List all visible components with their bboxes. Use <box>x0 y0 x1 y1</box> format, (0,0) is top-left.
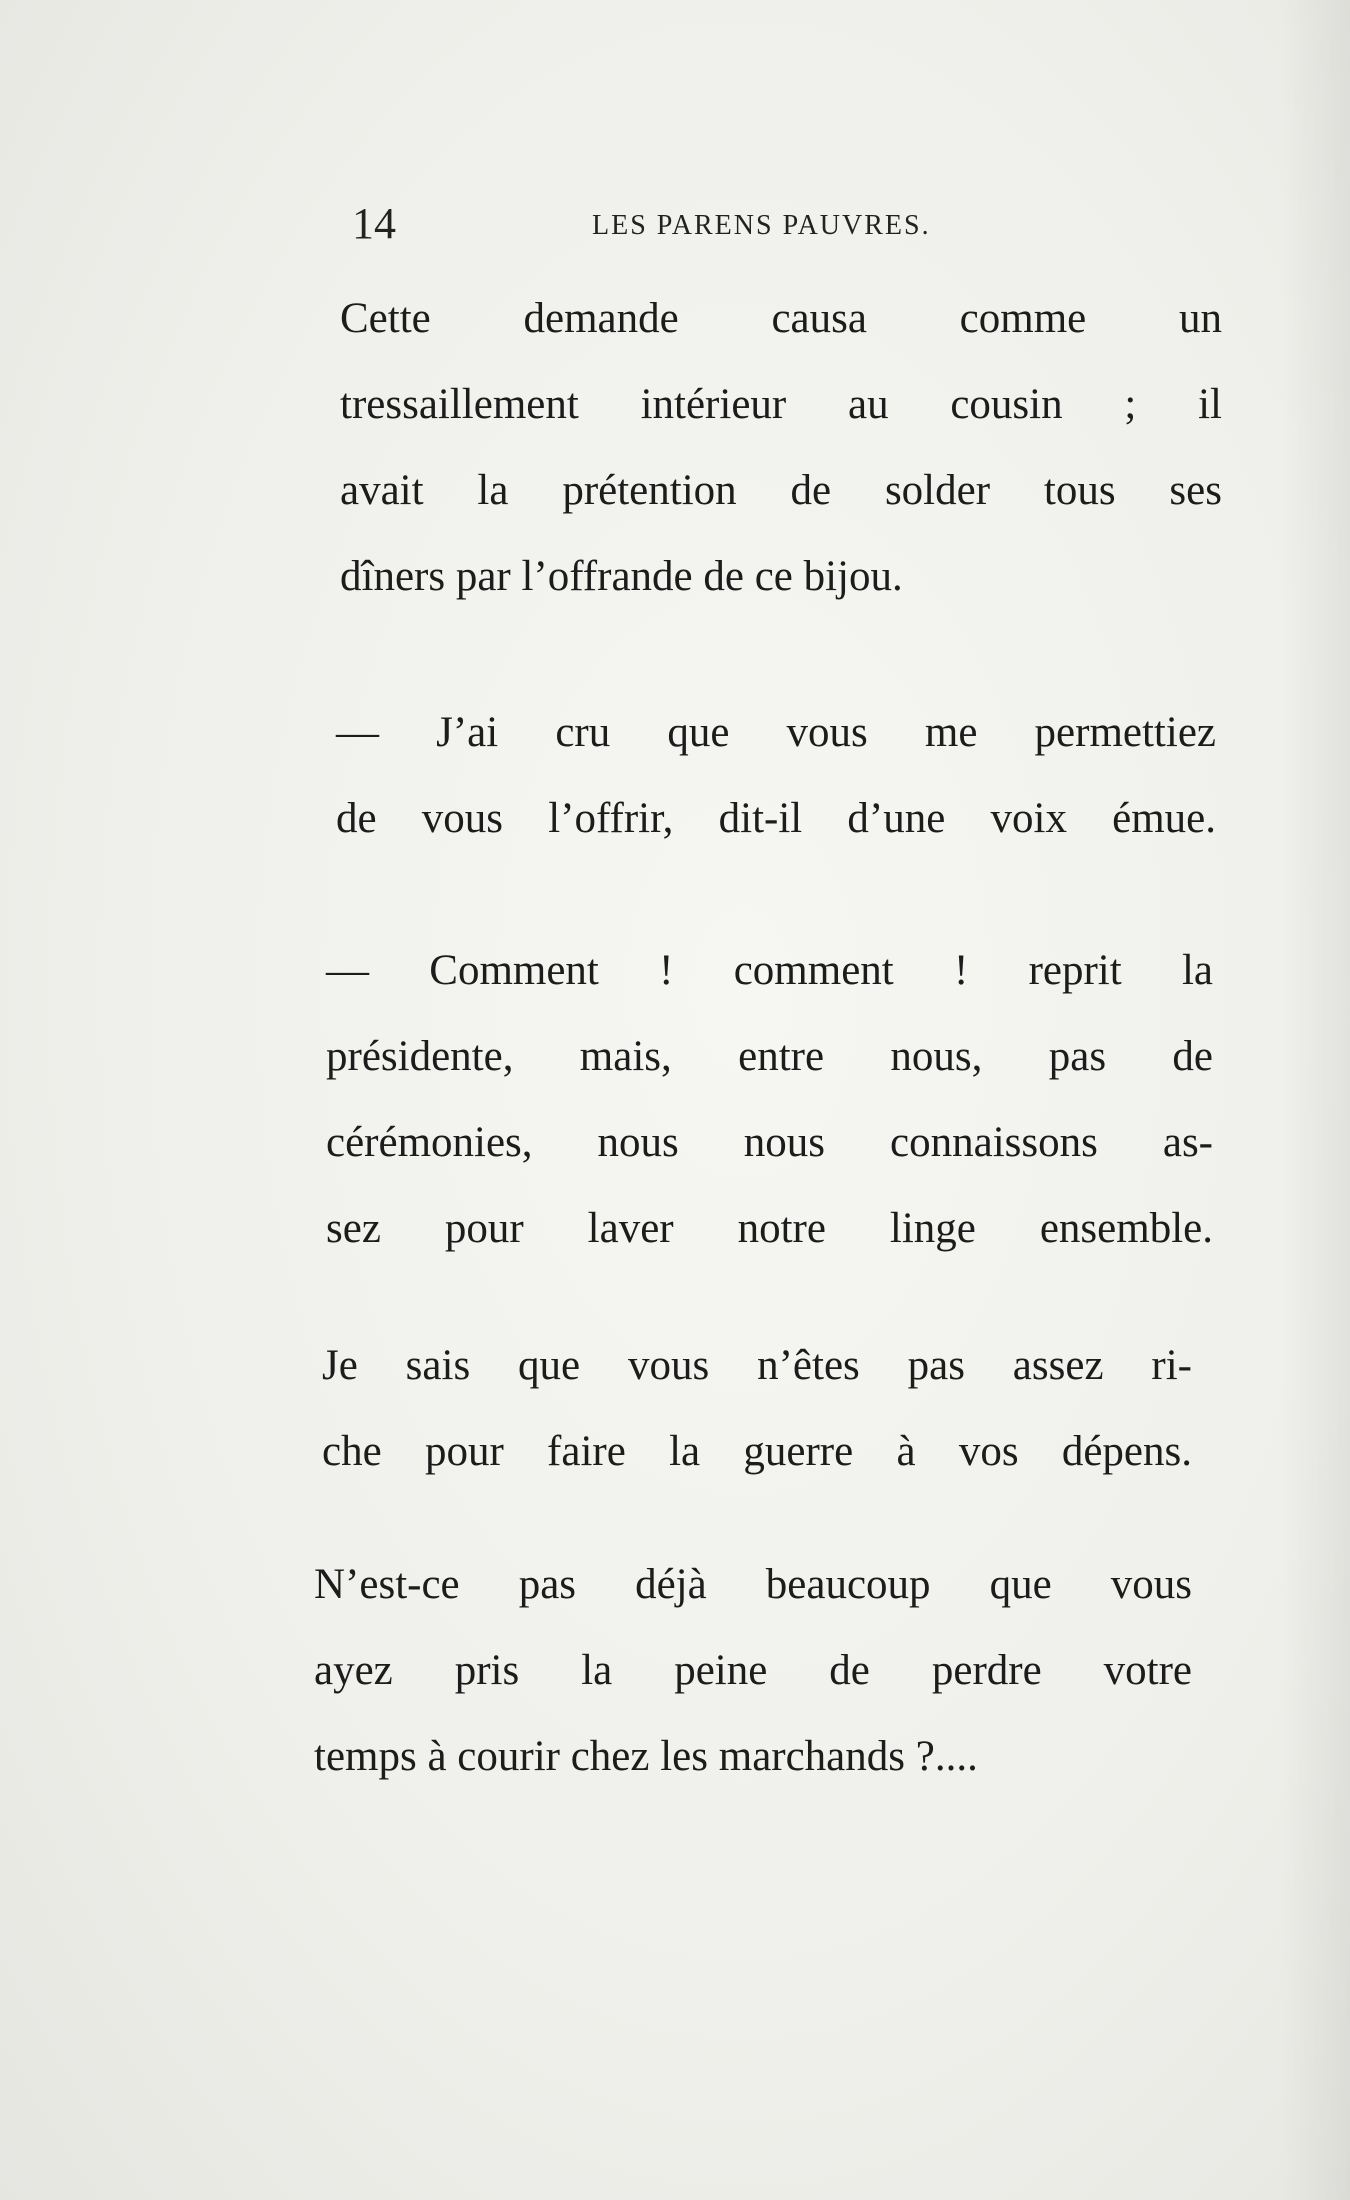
paragraph-2 <box>336 690 1216 862</box>
text-line: dîners par l’offrande de ce bijou. <box>340 553 903 600</box>
text-line: — Comment ! comment ! reprit la <box>326 947 1213 994</box>
text-line: sez pour laver notre linge ensemble. <box>326 1205 1213 1252</box>
text-line: ayez pris la peine de perdre votre <box>314 1647 1192 1694</box>
running-head: LES PARENS PAUVRES. <box>592 210 931 241</box>
paragraph-3 <box>326 928 1213 1272</box>
text-line: — J’ai cru que vous me permettiez <box>336 709 1216 756</box>
page-edge-shadow <box>1280 0 1350 2200</box>
paragraph-5 <box>314 1542 1192 1800</box>
page-number: 14 <box>352 199 396 248</box>
text-line: N’est-ce pas déjà beaucoup que vous <box>314 1561 1192 1608</box>
text-line: tressaillement intérieur au cousin ; il <box>340 381 1222 428</box>
text-line: de vous l’offrir, dit-il d’une voix émue. <box>336 795 1216 842</box>
paragraph-4 <box>322 1323 1192 1495</box>
text-line: che pour faire la guerre à vos dépens. <box>322 1428 1192 1475</box>
text-line: présidente, mais, entre nous, pas de <box>326 1033 1213 1080</box>
text-line: cérémonies, nous nous connaissons as- <box>326 1119 1213 1166</box>
text-line: avait la prétention de solder tous ses <box>340 467 1222 514</box>
text-line: Cette demande causa comme un <box>340 295 1222 342</box>
text-line: Je sais que vous n’êtes pas assez ri- <box>322 1342 1192 1389</box>
text-line: temps à courir chez les marchands ?.... <box>314 1733 978 1780</box>
page-header <box>352 198 1022 258</box>
paragraph-1 <box>340 276 1222 620</box>
